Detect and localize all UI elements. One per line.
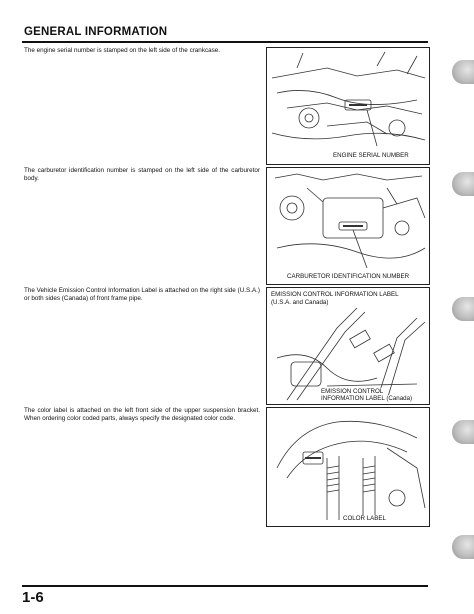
header-rule <box>22 41 428 43</box>
emission-label-region: (U.S.A. and Canada) <box>271 299 329 306</box>
suspension-illustration <box>267 408 429 526</box>
section-tab <box>452 172 474 196</box>
section-tab <box>452 60 474 84</box>
emission-label-title: EMISSION CONTROL INFORMATION LABEL <box>271 291 399 298</box>
emission-canada-line2: INFORMATION LABEL (Canada) <box>321 395 413 402</box>
carburetor-id-label: CARBURETOR IDENTIFICATION NUMBER <box>287 273 410 280</box>
carburetor-id-text: The carburetor identification number is stamped on the left side of the carburetor body. <box>24 167 260 182</box>
page-title: GENERAL INFORMATION <box>24 26 168 38</box>
color-label-label: COLOR LABEL <box>343 515 386 522</box>
engine-serial-figure <box>266 47 430 165</box>
section-tab <box>452 297 474 321</box>
carburetor-illustration <box>267 168 429 284</box>
section-tab <box>452 420 474 444</box>
engine-serial-label: ENGINE SERIAL NUMBER <box>333 152 409 159</box>
engine-illustration <box>267 48 429 164</box>
emission-label-text: The Vehicle Emission Control Information Label is attached on the right side (U.S.A.) or both sides (Canada) of front frame pipe. <box>24 287 260 302</box>
section-tab <box>452 535 474 559</box>
emission-figure <box>266 287 430 405</box>
color-label-text: The color label is attached on the left front side of the upper suspension bracket. When ordering color coded parts, always specify the designated color code. <box>24 407 260 422</box>
footer-rule <box>22 585 428 587</box>
carburetor-figure <box>266 167 430 285</box>
emission-canada-line1: EMISSION CONTROL <box>321 388 384 395</box>
engine-serial-text: The engine serial number is stamped on the left side of the crankcase. <box>24 47 221 54</box>
page-number: 1-6 <box>22 589 44 606</box>
color-label-figure <box>266 407 430 527</box>
